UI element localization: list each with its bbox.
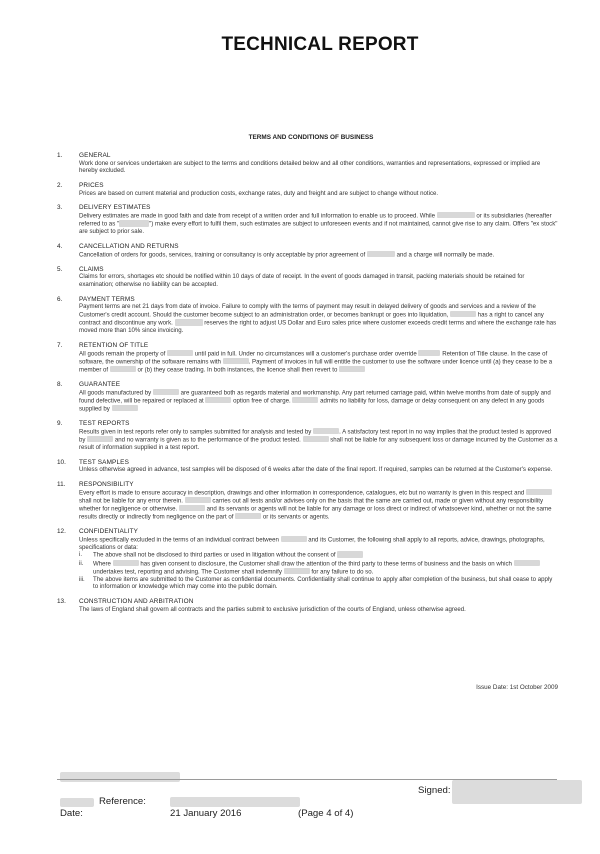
sub-clause-i: i. The above shall not be disclosed to third parties or used in litigation without the consent of (79, 551, 559, 559)
redacted-name (292, 397, 318, 404)
clause-test-reports (57, 420, 559, 451)
redacted-name (367, 251, 395, 258)
clause-number: 1. (57, 152, 63, 159)
sub-clause-ii: ii. Where has given consent to disclosure, the Customer shall draw the attention of the third party to these terms of business and the basis on which undertakes test, reporting and advising. The Customer shall indemnify for any failure to do so. (79, 560, 559, 576)
clause-number: 6. (57, 295, 63, 303)
clause-heading: CLAIMS (79, 265, 104, 273)
clause-text: Work done or services undertaken are subject to the terms and conditions detailed below and all other conditions, warranties and representations, expressed or implied are hereby excluded. (79, 159, 541, 175)
clause-number: 11. (57, 480, 66, 488)
clause-construction-arbitration (57, 598, 559, 613)
clause-number: 2. (57, 181, 63, 189)
redacted-name (175, 319, 203, 326)
redacted-name (284, 568, 310, 575)
clause-text: Delivery estimates are made in good faith and date from receipt of a written order and full information to enable us to proceed. While or its subsidiaries (hereafter referred to as " ") make every effort to fulfil them, such estimates are subject to unforeseen events and if not maintained, cannot give rise to any claim. Offers "ex stock" are subject to prior sale. (79, 212, 558, 236)
clause-heading: TEST SAMPLES (79, 458, 129, 466)
document-title: TECHNICAL REPORT (221, 34, 419, 55)
redacted-name (119, 220, 149, 227)
redacted-reference-prefix (60, 798, 94, 807)
clause-number: 7. (57, 341, 63, 349)
redacted-name (437, 212, 475, 219)
clause-text: Cancellation of orders for goods, services, training or consultancy is only acceptable by prior agreement of and a charge will normally be made. (79, 251, 495, 258)
redacted-name (281, 536, 307, 543)
clause-heading: PAYMENT TERMS (79, 295, 135, 303)
redacted-name (526, 489, 552, 496)
sub-clause-number: iii. (79, 575, 85, 583)
redacted-name (235, 513, 261, 520)
terms-heading: TERMS AND CONDITIONS OF BUSINESS (248, 134, 374, 141)
sub-clause-number: i. (79, 551, 83, 559)
redacted-name (339, 366, 365, 373)
clause-cancellation (57, 243, 559, 259)
clause-number: 9. (57, 420, 63, 428)
redacted-name (87, 436, 113, 443)
clause-heading: GENERAL (79, 152, 111, 159)
clause-text: Every effort is made to ensure accuracy in description, drawings and other information in correspondence, catalogues, etc but no warranty is given in this respect and shall not be liable for any error therein. carries out all tests and/or advises only on the basis that the same are carried out, made or given without any responsibility whether for negligence or otherwise. and its servants or agents will not be liable for any damage or loss direct or indirect of whatsoever kind, whether or not the same results directly or indirectly from negligence on the part of or its servants or agents. (79, 489, 552, 521)
redacted-name (167, 350, 193, 357)
redacted-name (418, 350, 440, 357)
sub-clause-number: ii. (79, 559, 84, 567)
redacted-name (110, 366, 136, 373)
clause-text: Prices are based on current material and production costs, exchange rates, duty and freight and are subject to change without notice. (79, 189, 439, 197)
clause-text: All goods remain the property of until paid in full. Under no circumstances will a customer's purchase order override Retention of Title clause. In the case of software, the ownership of the software remains with . Payment of invoices in full will entitle the customer to use the software under licence until (a) they cease to be a member of or (b) they cease trading. In both instances, the licence shall then revert to (79, 350, 553, 374)
redacted-name (179, 505, 205, 512)
clause-general (57, 152, 559, 175)
clause-number: 12. (57, 528, 66, 536)
issue-date: Issue Date: 1st October 2009 (476, 684, 558, 691)
redacted-name (450, 311, 476, 318)
clause-number: 5. (57, 265, 63, 273)
clause-number: 8. (57, 380, 63, 388)
redacted-footer-company (60, 772, 180, 782)
clause-heading: PRICES (79, 181, 104, 189)
date-value: 21 January 2016 (170, 808, 242, 819)
clause-responsibility (57, 481, 559, 521)
date-label: Date: (60, 808, 83, 819)
reference-label: Reference: (99, 796, 146, 807)
clause-heading: CANCELLATION AND RETURNS (79, 242, 179, 250)
clause-number: 4. (57, 242, 63, 250)
clause-text: Unless otherwise agreed in advance, test samples will be disposed of 6 weeks after the date of the final report. If required, samples can be returned at the Customer's expense. (79, 466, 553, 474)
redacted-signature (452, 780, 582, 804)
redacted-name (153, 389, 179, 396)
clause-test-samples (57, 459, 559, 474)
clause-number: 10. (57, 458, 66, 466)
clause-confidentiality (57, 528, 559, 591)
redacted-name (514, 560, 540, 567)
clause-retention-of-title (57, 342, 559, 374)
redacted-reference-value (170, 797, 300, 807)
clause-text: Results given in test reports refer only to samples submitted for analysis and tested by . A satisfactory test report in no way implies that the product tested is approved by and no warranty is given as to the performance of the product tested. shall not be liable for any subsequent loss or damage incurred by the Customer as a result of information supplied in a test report. (79, 428, 558, 451)
clause-payment-terms (57, 296, 559, 335)
signed-label: Signed: (418, 785, 451, 796)
clause-heading: GUARANTEE (79, 380, 121, 388)
clause-claims (57, 266, 559, 289)
redacted-name (112, 405, 138, 412)
redacted-name (337, 551, 363, 558)
redacted-name (205, 397, 231, 404)
redacted-name (313, 428, 339, 435)
terms-clauses (57, 152, 559, 620)
redacted-name (113, 560, 139, 567)
clause-guarantee (57, 381, 559, 413)
clause-heading: DELIVERY ESTIMATES (79, 204, 151, 212)
redacted-name (223, 358, 249, 365)
redacted-name (185, 497, 211, 504)
clause-delivery-estimates (57, 204, 559, 235)
clause-text: All goods manufactured by are guaranteed both as regards material and workmanship. Any part returned carriage paid, within twelve months from date of supply and found defective, will be repaired or replaced at option free of charge. admits no liability for loss, damage or delay consequent on any defect in any goods supplied by (79, 389, 551, 413)
clause-heading: CONFIDENTIALITY (79, 528, 139, 536)
clause-heading: TEST REPORTS (79, 420, 130, 428)
redacted-name (303, 436, 329, 443)
clause-heading: CONSTRUCTION AND ARBITRATION (79, 598, 194, 606)
clause-text: Claims for errors, shortages etc should be notified within 10 days of date of receipt. In the event of goods damaged in transit, packing materials should be retained for examination; otherwise no liability can be accepted. (79, 273, 525, 288)
clause-text: The laws of England shall govern all contracts and the parties submit to exclusive jurisdiction of the courts of England, unless otherwise agreed. (79, 605, 466, 613)
sub-clause-iii: iii. The above items are submitted to the Customer as confidential documents. Confidentiality shall continue to apply after completion of the business, but shall cease to apply to information or knowledge which may come into the public domain. (79, 575, 553, 591)
clause-number: 3. (57, 204, 63, 212)
clause-number: 13. (57, 598, 66, 606)
clause-heading: RESPONSIBILITY (79, 480, 134, 488)
page-number: (Page 4 of 4) (298, 808, 354, 819)
clause-text: Unless specifically excluded in the terms of an individual contract between and its Customer, the following shall apply to all reports, advice, drawings, photographs, specifications or data: (79, 536, 545, 551)
clause-heading: RETENTION OF TITLE (79, 341, 149, 349)
clause-text: Payment terms are net 21 days from date of invoice. Failure to comply with the terms of payment may result in delayed delivery of goods and services and a review of the Customer's credit account. Should the customer become subject to an administration order, or becomes bankrupt or goes into liquidation, has a right to cancel any contract and discontinue any work. reserves the right to adjust US Dollar and Euro sales price where customer exceeds credit terms and where the exchange rate has moved more than 10% since invoicing. (79, 303, 557, 335)
clause-prices (57, 182, 559, 197)
